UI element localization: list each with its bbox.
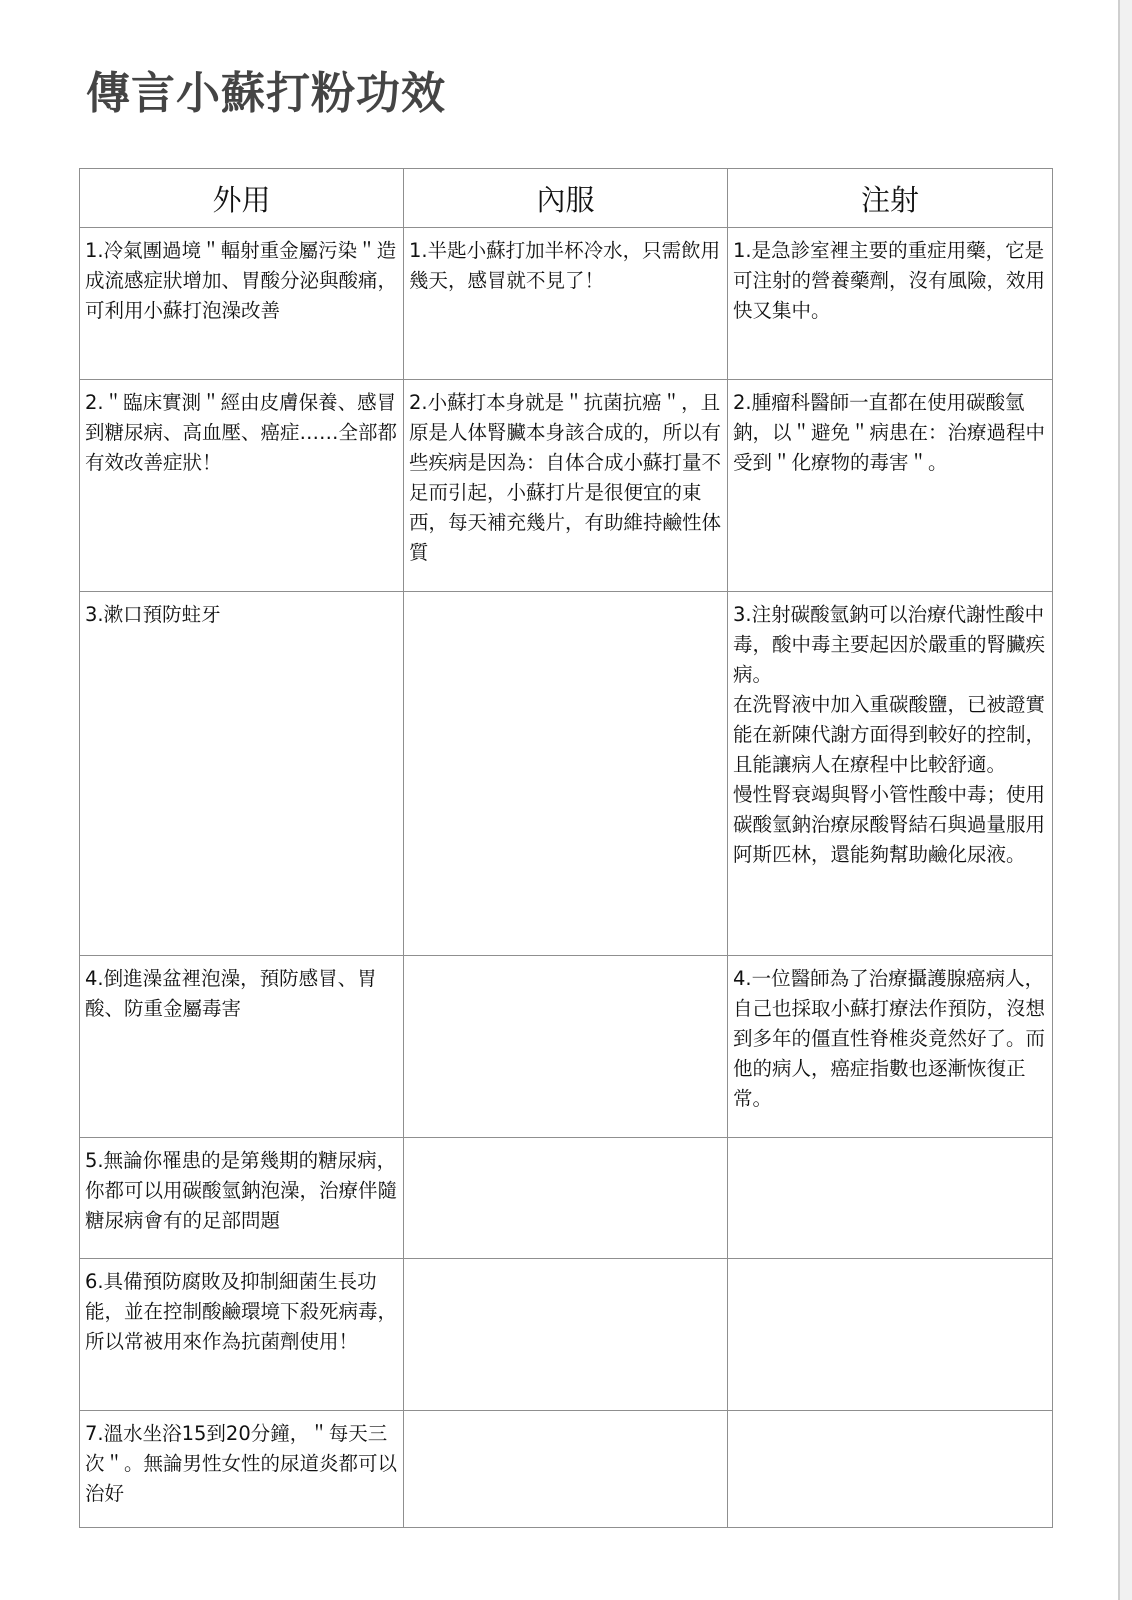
page-title: 傳言小蘇打粉功效 — [86, 68, 446, 119]
cell-injection — [728, 380, 1053, 592]
cell-text: 1.半匙小蘇打加半杯冷水，只需飲用幾天，感冒就不見了！ — [409, 239, 721, 292]
table-row — [80, 956, 1053, 1138]
header-oral: 內服 — [404, 169, 728, 228]
table-row — [80, 592, 1053, 956]
header-external: 外用 — [80, 169, 404, 228]
cell-injection — [728, 592, 1053, 956]
cell-text: 1.是急診室裡主要的重症用藥，它是可注射的營養藥劑，沒有風險，效用快又集中。 — [733, 239, 1046, 322]
cell-injection — [728, 956, 1053, 1138]
cell-injection — [728, 1138, 1053, 1259]
cell-text: 5.無論你罹患的是第幾期的糖尿病，你都可以用碳酸氫鈉泡澡，治療伴隨糖尿病會有的足部問題 — [85, 1149, 398, 1232]
cell-oral — [404, 228, 728, 380]
cell-external — [80, 380, 404, 592]
cell-text: 2.腫瘤科醫師一直都在使用碳酸氫鈉，以＂避免＂病患在：治療過程中受到＂化療物的毒害＂。 — [733, 391, 1046, 474]
cell-external — [80, 1411, 404, 1528]
cell-oral — [404, 592, 728, 956]
cell-external — [80, 228, 404, 380]
cell-oral — [404, 1138, 728, 1259]
cell-oral — [404, 1259, 728, 1411]
cell-external — [80, 956, 404, 1138]
table-row — [80, 228, 1053, 380]
table-row — [80, 1138, 1053, 1259]
effects-table — [79, 168, 1053, 1528]
cell-text: 慢性腎衰竭與腎小管性酸中毒；使用碳酸氫鈉治療尿酸腎結石與過量服用阿斯匹林，還能夠幫助鹼化尿液。 — [733, 783, 1046, 866]
cell-text: 3.漱口預防蛀牙 — [85, 603, 221, 626]
cell-oral — [404, 956, 728, 1138]
cell-text: 4.倒進澡盆裡泡澡，預防感冒、胃酸、防重金屬毒害 — [85, 967, 377, 1020]
cell-text: 1.冷氣團過境＂輻射重金屬污染＂造成流感症狀增加、胃酸分泌與酸痛，可利用小蘇打泡澡改善 — [85, 239, 398, 322]
cell-text: 2.＂臨床實測＂經由皮膚保養、感冒到糖尿病、高血壓、癌症……全部都有效改善症狀！ — [85, 391, 398, 474]
table-row — [80, 1259, 1053, 1411]
page-right-edge — [1118, 0, 1132, 1600]
table-row — [80, 1411, 1053, 1528]
table-row — [80, 380, 1053, 592]
cell-text: 6.具備預防腐敗及抑制細菌生長功能，並在控制酸鹼環境下殺死病毒，所以常被用來作為抗菌劑使用！ — [85, 1270, 398, 1353]
cell-external — [80, 1138, 404, 1259]
cell-text: 2.小蘇打本身就是＂抗菌抗癌＂，且原是人体腎臟本身該合成的，所以有些疾病是因為：自体合成小蘇打量不足而引起，小蘇打片是很便宜的東西，每天補充幾片，有助維持鹼性体質 — [409, 391, 722, 564]
cell-injection — [728, 1259, 1053, 1411]
cell-injection — [728, 228, 1053, 380]
header-injection: 注射 — [728, 169, 1053, 228]
cell-injection — [728, 1411, 1053, 1528]
cell-external — [80, 592, 404, 956]
table-header-row — [80, 169, 1053, 228]
cell-text: 3.注射碳酸氫鈉可以治療代謝性酸中毒，酸中毒主要起因於嚴重的腎臟疾病。 — [733, 603, 1046, 686]
cell-text: 4.一位醫師為了治療攝護腺癌病人，自己也採取小蘇打療法作預防，沒想到多年的僵直性脊椎炎竟然好了。而他的病人，癌症指數也逐漸恢復正常。 — [733, 967, 1046, 1110]
cell-text: 7.溫水坐浴15到20分鐘，＂每天三次＂。無論男性女性的尿道炎都可以治好 — [85, 1422, 398, 1505]
cell-oral — [404, 380, 728, 592]
cell-external — [80, 1259, 404, 1411]
cell-text: 在洗腎液中加入重碳酸鹽，已被證實能在新陳代謝方面得到較好的控制，且能讓病人在療程中比較舒適。 — [733, 693, 1046, 776]
cell-oral — [404, 1411, 728, 1528]
